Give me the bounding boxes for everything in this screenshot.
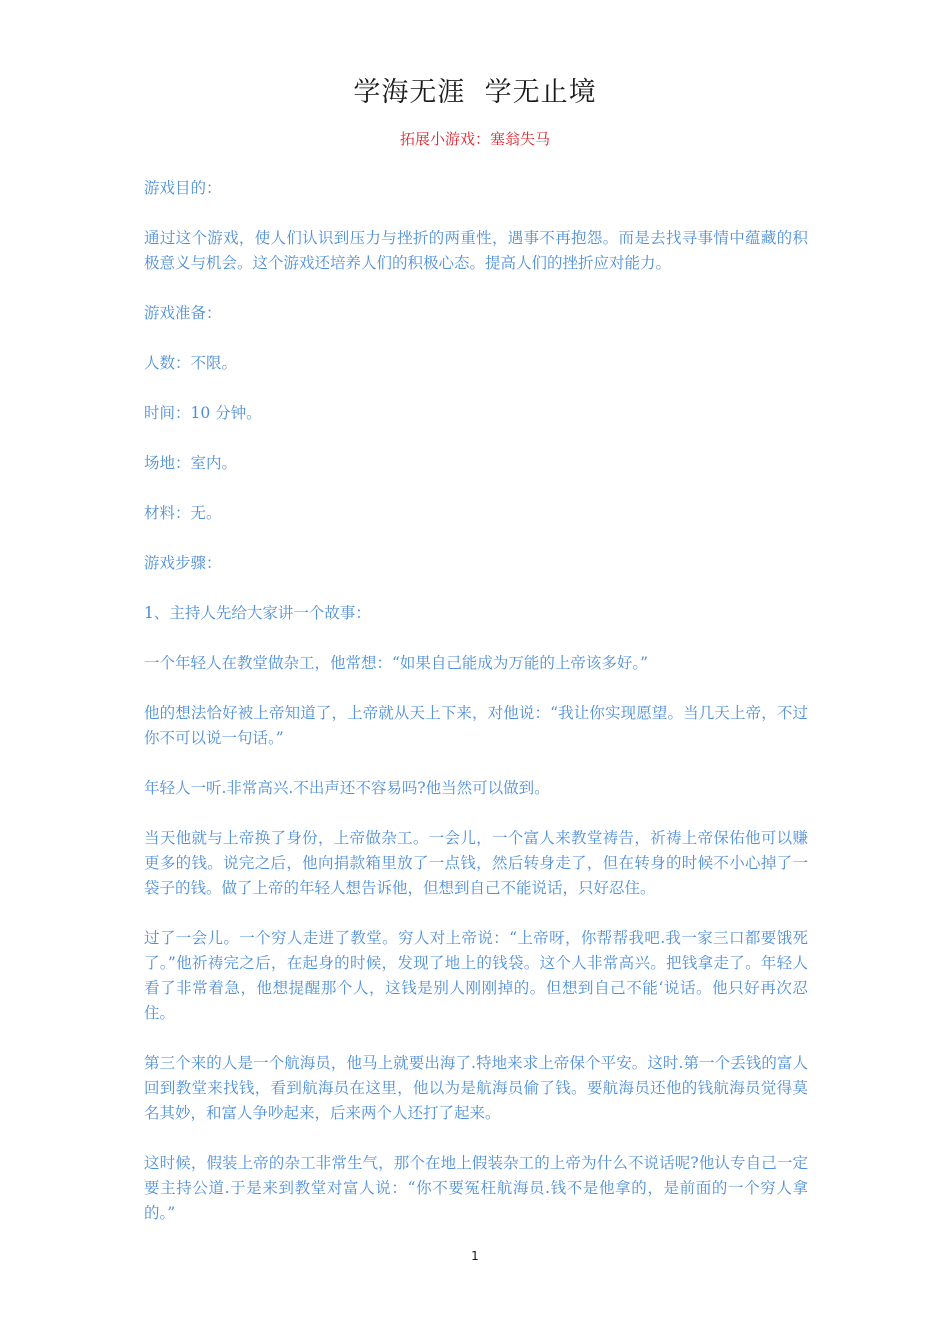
paragraph: 他的想法恰好被上帝知道了，上帝就从天上下来，对他说：“我让你实现愿望。当几天上帝，不过你不可以说一句话。” (144, 704, 808, 747)
page-title: 学海无涯 学无止境 (353, 77, 597, 108)
paragraph: 游戏步骤： (144, 554, 222, 572)
paragraph: 当天他就与上帝换了身份，上帝做杂工。一会儿，一个富人来教堂祷告，祈祷上帝保佑他可以赚更多的钱。说完之后，他向捐款箱里放了一点钱，然后转身走了，但在转身的时候不小心掉了一袋子的钱。做了上帝的年轻人想告诉他，但想到自己不能说话，只好忍住。 (144, 829, 808, 897)
paragraph: 游戏目的： (144, 179, 222, 197)
page-number: 1 (471, 1249, 479, 1263)
paragraph: 材料：无。 (144, 504, 222, 522)
paragraph: 时间：10 分钟。 (144, 404, 262, 422)
paragraph: 游戏准备： (144, 304, 222, 322)
paragraph: 通过这个游戏，使人们认识到压力与挫折的两重性，遇事不再抱怨。而是去找寻事情中蕴藏的积极意义与机会。这个游戏还培养人们的积极心态。提高人们的挫折应对能力。 (144, 229, 808, 272)
paragraph: 过了一会儿。一个穷人走进了教堂。穷人对上帝说：“上帝呀，你帮帮我吧.我一家三口都要饿死了。”他祈祷完之后，在起身的时候，发现了地上的钱袋。这个人非常高兴。把钱拿走了。年轻人看了非常着急，他想提醒那个人，这钱是别人刚刚掉的。但想到自己不能‘说话。他只好再次忍住。 (144, 929, 808, 1022)
paragraph: 人数：不限。 (144, 354, 238, 372)
document-body (144, 176, 808, 1251)
paragraph: 一个年轻人在教堂做杂工，他常想：“如果自己能成为万能的上帝该多好。” (144, 654, 649, 672)
paragraph: 场地：室内。 (144, 454, 238, 472)
paragraph: 1、主持人先给大家讲一个故事： (144, 604, 371, 622)
paragraph: 年轻人一听.非常高兴.不出声还不容易吗?他当然可以做到。 (144, 779, 550, 797)
paragraph: 第三个来的人是一个航海员，他马上就要出海了.特地来求上帝保个平安。这时.第一个丢钱的富人回到教堂来找钱，看到航海员在这里，他以为是航海员偷了钱。要航海员还他的钱航海员觉得莫名其妙，和富人争吵起来，后来两个人还打了起来。 (144, 1054, 808, 1122)
paragraph: 这时候，假装上帝的杂工非常生气，那个在地上假装杂工的上帝为什么不说话呢?他认专自己一定要主持公道.于是来到教堂对富人说：“你不要冤枉航海员.钱不是他拿的，是前面的一个穷人拿的。” (144, 1154, 808, 1222)
page-subtitle: 拓展小游戏：塞翁失马 (399, 130, 550, 148)
